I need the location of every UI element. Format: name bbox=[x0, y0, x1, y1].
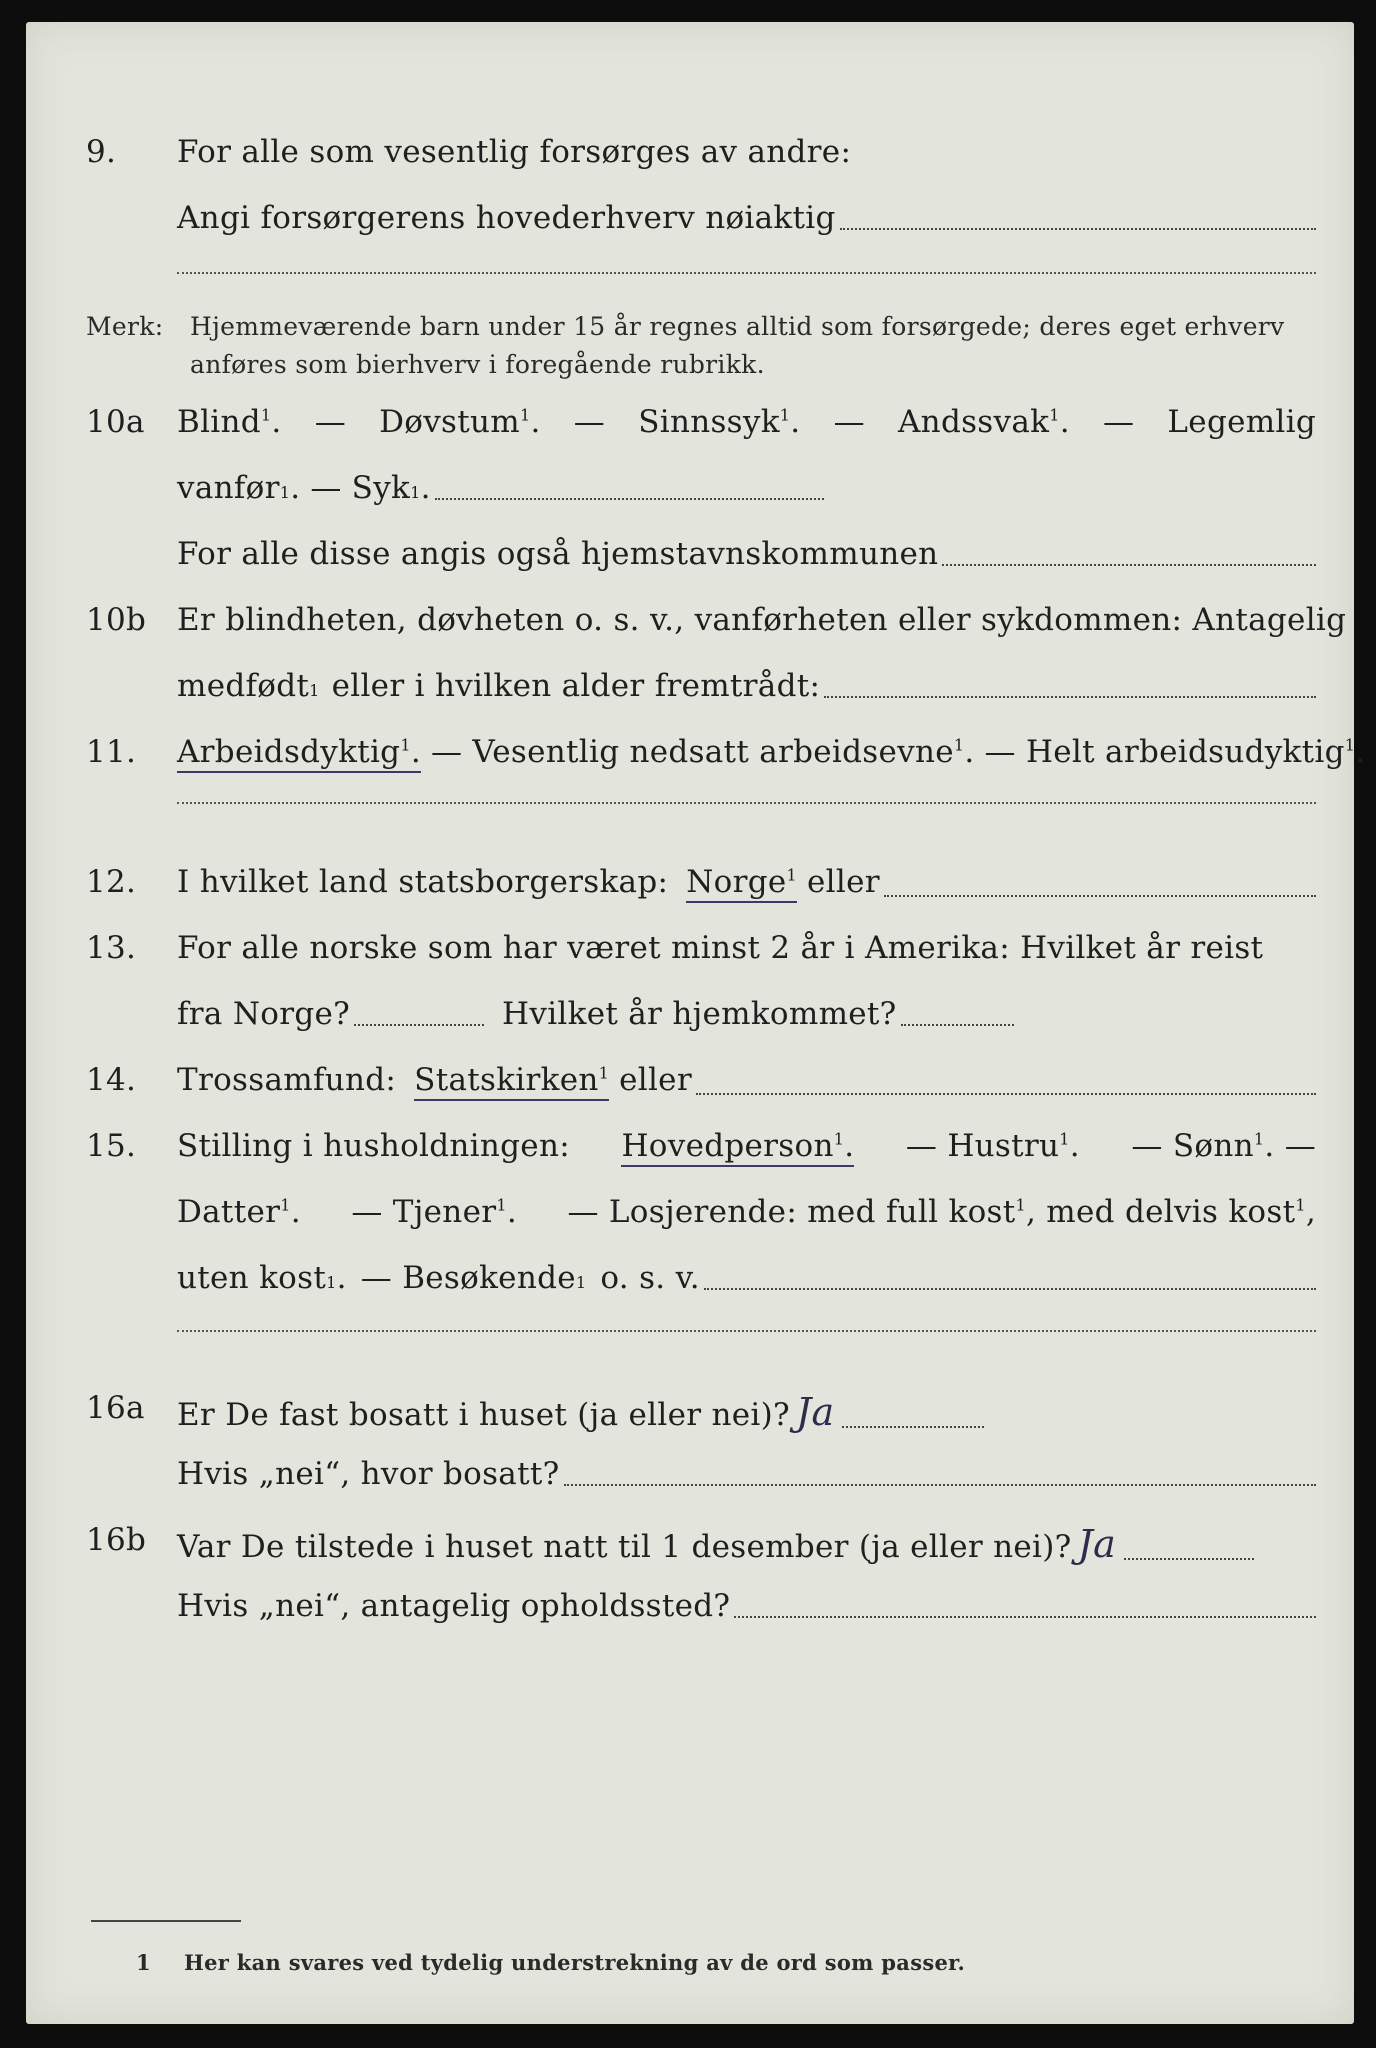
q12-eller: eller bbox=[807, 864, 880, 900]
option-andssvak[interactable]: Andssvak bbox=[898, 404, 1050, 440]
q9-text-2: Angi forsørgerens hovederhverv nøiaktig bbox=[177, 200, 836, 236]
q14-number: 14. bbox=[86, 1062, 137, 1098]
answer-line[interactable] bbox=[177, 1330, 1316, 1332]
q10a-number: 10a bbox=[86, 404, 145, 440]
answer-line[interactable] bbox=[354, 1023, 484, 1026]
q15-stilling: Stilling i husholdningen: bbox=[177, 1128, 570, 1164]
footnote-text: Her kan svares ved tydelig understrekning av de ord som passer. bbox=[184, 1950, 966, 1975]
option-sinnssyk[interactable]: Sinnssyk bbox=[638, 404, 780, 440]
option-dovstum[interactable]: Døvstum bbox=[379, 404, 520, 440]
answer-line[interactable] bbox=[435, 497, 824, 500]
q9-text-1: For alle som vesentlig forsørges av andre: bbox=[177, 134, 852, 170]
q12-number: 12. bbox=[86, 864, 137, 900]
q10b-text-1: Er blindheten, døvheten o. s. v., vanførheten eller sykdommen: Antagelig bbox=[177, 602, 1347, 638]
q12-text: I hvilket land statsborgerskap: bbox=[177, 864, 669, 900]
option-blind[interactable]: Blind bbox=[177, 404, 261, 440]
answer-line[interactable] bbox=[901, 1023, 1014, 1026]
q14-text: Trossamfund: bbox=[177, 1062, 397, 1098]
q16a-text-2: Hvis „nei“, hvor bosatt? bbox=[177, 1456, 560, 1492]
answer-line[interactable] bbox=[696, 1092, 1316, 1095]
q10b-text-2: eller i hvilken alder fremtrådt: bbox=[331, 668, 821, 704]
option-uten-kost[interactable]: uten kost bbox=[177, 1260, 327, 1296]
answer-line[interactable] bbox=[942, 563, 1316, 566]
answer-line[interactable] bbox=[177, 802, 1316, 804]
q9-number: 9. bbox=[86, 134, 117, 170]
answer-line[interactable] bbox=[1124, 1557, 1254, 1560]
option-hustru[interactable]: — Hustru bbox=[905, 1128, 1060, 1164]
option-tjener[interactable]: — Tjener bbox=[351, 1194, 497, 1230]
handwritten-answer[interactable]: Ja bbox=[795, 1390, 835, 1434]
option-medfodt[interactable]: medfødt bbox=[177, 668, 310, 704]
option-vesentlig-nedsatt[interactable]: — Vesentlig nedsatt arbeidsevne bbox=[430, 734, 954, 770]
option-vanfor[interactable]: vanfør bbox=[177, 470, 280, 506]
option-losjerende-delvis[interactable]: , med delvis kost bbox=[1026, 1194, 1296, 1230]
merk-text-1: Hjemmeværende barn under 15 år regnes alltid som forsørgede; deres eget erhverv bbox=[190, 312, 1285, 341]
answer-line[interactable] bbox=[734, 1615, 1316, 1618]
q10b-number: 10b bbox=[86, 602, 147, 638]
answer-line[interactable] bbox=[704, 1287, 1316, 1290]
census-form-page: 9. For alle som vesentlig forsørges av andre: Angi forsørgerens hovederhverv nøiaktig Merk: Hjemmeværende barn under 15 år regnes alltid som forsørgede; deres eget erhverv anføres som bierhverv i foregående rubrikk. 10a Blind$^1$. — Døvstum$^1$. — Sinnssyk$^1$. — Andssvak$^1$. — Legemlig vanfør 1 . — Syk 1 . For alle disse angis også hjemstavnskommunen 10b Er blindheten, døvheten o. s. v., vanførheten eller sykdommen: Antagelig medfødt 1 eller i hvilken alder fremtrådt: 11. Arbeidsdyktig$^1$. — Vesentlig nedsatt arbeidsevne$^1$. — Helt arbeidsudyktig$^1$. 12. I hvilket land statsborgerskap: Norge$^1$ eller 13. For alle norske som har været minst 2 år i Amerika: Hvilket år reist fra Norge? Hvilket år hjemkommet? 14. Trossamfund: Statskirken$^1$ eller 15. Stilling i husholdningen: Hovedperson$^1$. — Hustru$^1$. — Sønn$^1$. — Datter$^1$. — Tjener$^1$. — Losjerende: med full kost$^1$, med delvis kost$^1$, uten kost 1 . — Besøkende 1 o. s. v. 16a Er De fast bosatt i huset (ja eller nei)? Ja Hvis „nei“, hvor bosatt? 16b Var De tilstede i huset natt til 1 desember (ja eller nei)? Ja Hvis „nei“, antagelig opholdssted? 1 Her kan svares ved tydelig understrekning av de ord som passer. bbox=[26, 22, 1354, 2024]
q16b-number: 16b bbox=[86, 1522, 147, 1558]
q13-fra-norge: fra Norge? bbox=[177, 996, 351, 1032]
option-losjerende-full[interactable]: — Losjerende: med full kost bbox=[567, 1194, 1016, 1230]
option-syk[interactable]: Syk bbox=[351, 470, 411, 506]
q13-text-1: For alle norske som har været minst 2 år i Amerika: Hvilket år reist bbox=[177, 930, 1264, 966]
q13-hjemkommet: Hvilket år hjemkommet? bbox=[502, 996, 897, 1032]
q16a-number: 16a bbox=[86, 1390, 145, 1426]
q16b-text-1: Var De tilstede i huset natt til 1 desember (ja eller nei)? bbox=[177, 1529, 1072, 1565]
answer-line[interactable] bbox=[177, 272, 1316, 274]
q16a-text-1: Er De fast bosatt i huset (ja eller nei)? bbox=[177, 1397, 790, 1433]
q15-osv: o. s. v. bbox=[600, 1260, 700, 1296]
q16b-text-2: Hvis „nei“, antagelig opholdssted? bbox=[177, 1588, 731, 1624]
handwritten-answer[interactable]: Ja bbox=[1077, 1522, 1117, 1566]
option-hovedperson[interactable]: Hovedperson bbox=[621, 1128, 834, 1164]
q10a-text-3: For alle disse angis også hjemstavnskommunen bbox=[177, 536, 939, 572]
answer-line[interactable] bbox=[842, 1425, 984, 1428]
option-datter[interactable]: Datter bbox=[177, 1194, 281, 1230]
option-statskirken[interactable]: Statskirken bbox=[414, 1062, 599, 1098]
answer-line[interactable] bbox=[840, 227, 1316, 230]
option-besokende[interactable]: — Besøkende bbox=[360, 1260, 576, 1296]
merk-label: Merk: bbox=[86, 312, 164, 341]
q13-number: 13. bbox=[86, 930, 137, 966]
option-arbeidsdyktig[interactable]: Arbeidsdyktig bbox=[177, 734, 401, 770]
answer-line[interactable] bbox=[824, 695, 1316, 698]
q11-number: 11. bbox=[86, 734, 137, 770]
answer-line[interactable] bbox=[564, 1483, 1316, 1486]
option-sonn[interactable]: — Sønn bbox=[1131, 1128, 1254, 1164]
footnote-mark: 1 bbox=[136, 1950, 151, 1975]
merk-text-2: anføres som bierhverv i foregående rubrikk. bbox=[190, 350, 765, 379]
option-norge[interactable]: Norge bbox=[686, 864, 787, 900]
option-helt-arbeidsudyktig[interactable]: — Helt arbeidsudyktig bbox=[984, 734, 1345, 770]
answer-line[interactable] bbox=[884, 894, 1316, 897]
option-legemlig[interactable]: Legemlig bbox=[1167, 404, 1316, 440]
q14-eller: eller bbox=[619, 1062, 692, 1098]
q15-number: 15. bbox=[86, 1128, 137, 1164]
footnote-divider bbox=[91, 1920, 241, 1922]
